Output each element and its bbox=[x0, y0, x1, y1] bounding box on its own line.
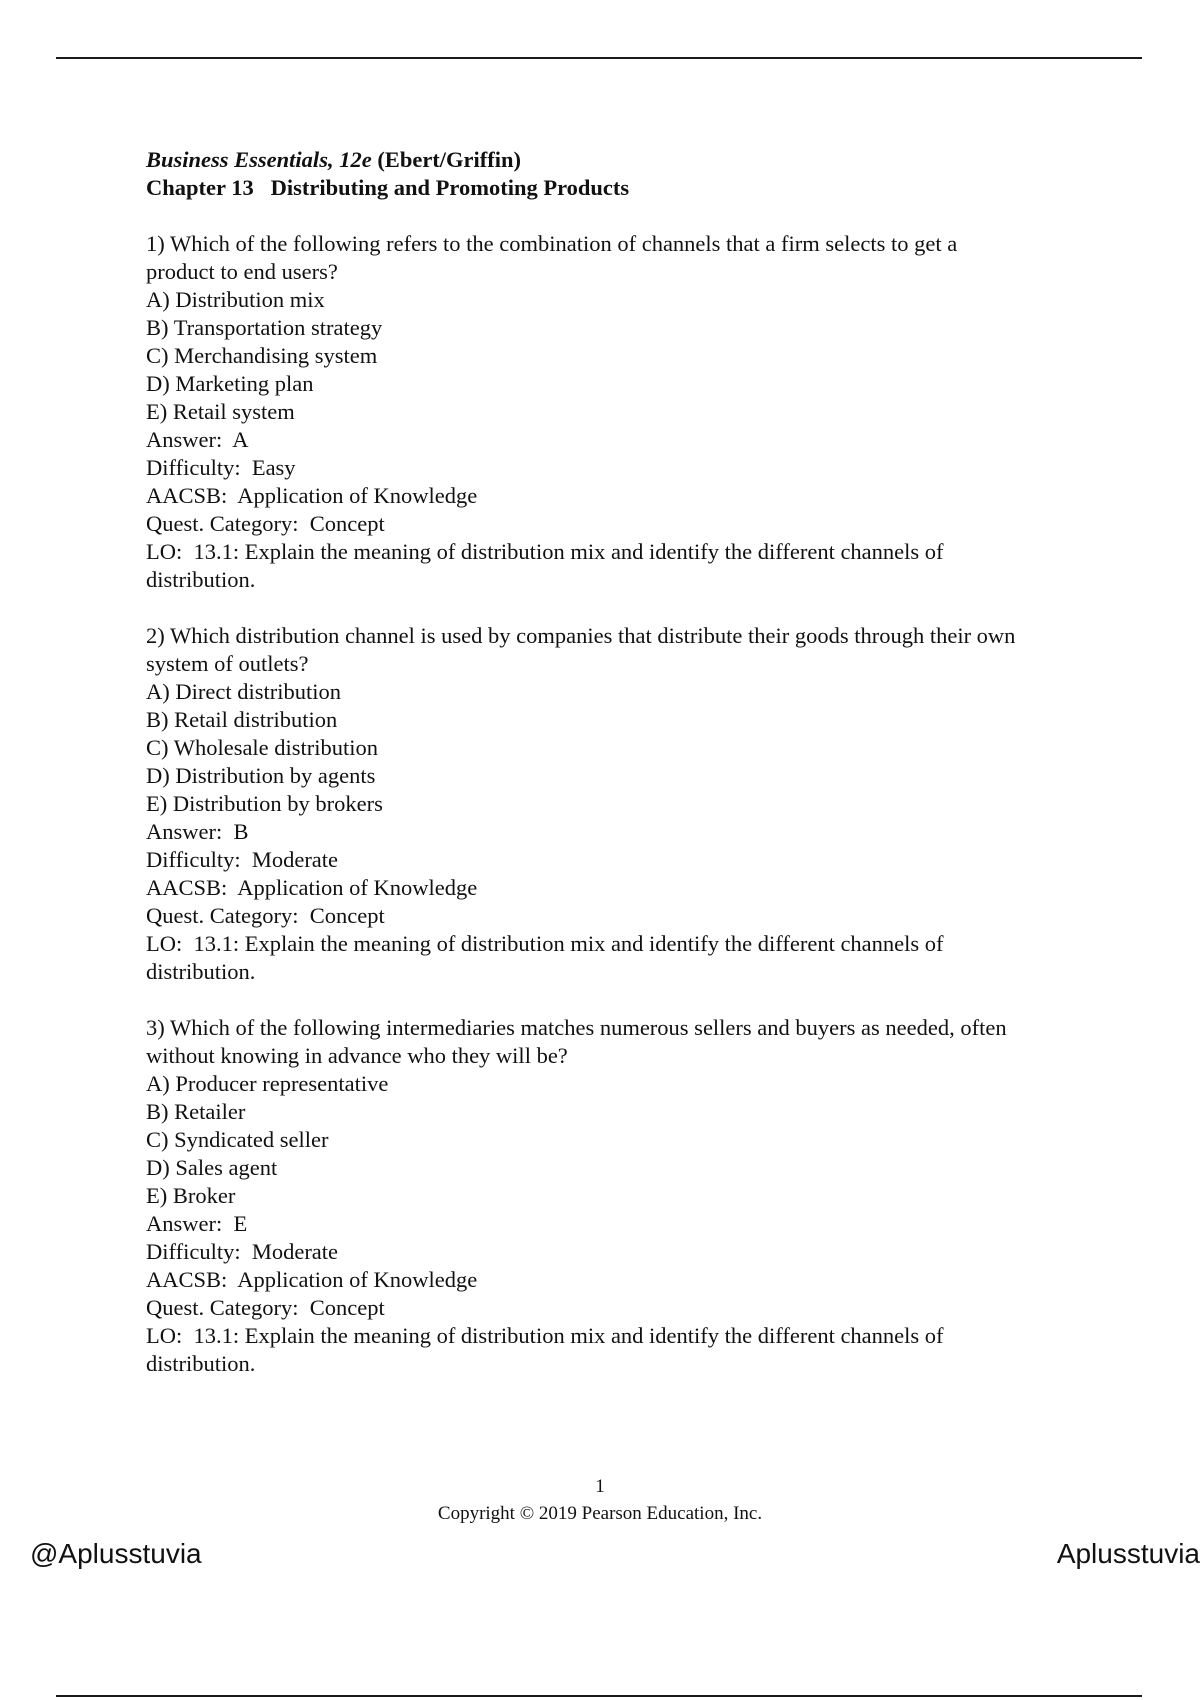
answer-option: A) Producer representative bbox=[146, 1071, 389, 1096]
learning-objective: distribution. bbox=[146, 959, 256, 984]
learning-objective: LO: 13.1: Explain the meaning of distribution mix and identify the different channels of bbox=[146, 1323, 944, 1348]
difficulty: Difficulty: Moderate bbox=[146, 847, 339, 872]
question-1 bbox=[146, 230, 1086, 594]
answer-option: D) Marketing plan bbox=[146, 371, 314, 396]
answer-option: B) Retailer bbox=[146, 1099, 246, 1124]
answer-option: D) Sales agent bbox=[146, 1155, 278, 1180]
difficulty: Difficulty: Moderate bbox=[146, 1239, 339, 1264]
aacsb-tag: AACSB: Application of Knowledge bbox=[146, 875, 478, 900]
aacsb-tag: AACSB: Application of Knowledge bbox=[146, 483, 478, 508]
book-authors: (Ebert/Griffin) bbox=[377, 147, 522, 172]
question-category: Quest. Category: Concept bbox=[146, 1295, 385, 1320]
answer-option: E) Retail system bbox=[146, 399, 295, 424]
watermark-right: Aplusstuvia bbox=[1056, 1538, 1200, 1569]
answer-option: A) Direct distribution bbox=[146, 679, 341, 704]
learning-objective: LO: 13.1: Explain the meaning of distribution mix and identify the different channels of bbox=[146, 931, 944, 956]
question-category: Quest. Category: Concept bbox=[146, 903, 385, 928]
answer-key: Answer: A bbox=[146, 427, 249, 452]
watermark-left: @Aplusstuvia bbox=[30, 1538, 202, 1569]
question-stem: without knowing in advance who they will be? bbox=[146, 1043, 568, 1068]
chapter-title: Chapter 13 Distributing and Promoting Products bbox=[146, 175, 630, 200]
bottom-divider bbox=[56, 1695, 1142, 1697]
answer-option: C) Syndicated seller bbox=[146, 1127, 329, 1152]
book-title: Business Essentials, 12e bbox=[146, 147, 372, 172]
document-header bbox=[146, 146, 1086, 202]
question-stem: 3) Which of the following intermediaries matches numerous sellers and buyers as needed, often bbox=[146, 1015, 1007, 1040]
answer-option: C) Merchandising system bbox=[146, 343, 378, 368]
answer-option: E) Broker bbox=[146, 1183, 236, 1208]
answer-option: D) Distribution by agents bbox=[146, 763, 376, 788]
answer-key: Answer: E bbox=[146, 1211, 248, 1236]
book-title-line bbox=[146, 146, 1086, 174]
document-body bbox=[146, 146, 1086, 1406]
question-stem: 1) Which of the following refers to the combination of channels that a firm selects to get a bbox=[146, 231, 958, 256]
question-category: Quest. Category: Concept bbox=[146, 511, 385, 536]
question-3 bbox=[146, 1014, 1086, 1378]
learning-objective: distribution. bbox=[146, 567, 256, 592]
question-stem: system of outlets? bbox=[146, 651, 309, 676]
copyright-notice: Copyright © 2019 Pearson Education, Inc. bbox=[437, 1503, 763, 1524]
learning-objective: distribution. bbox=[146, 1351, 256, 1376]
page-number: 1 bbox=[595, 1476, 605, 1497]
question-2 bbox=[146, 622, 1086, 986]
learning-objective: LO: 13.1: Explain the meaning of distribution mix and identify the different channels of bbox=[146, 539, 944, 564]
question-stem: product to end users? bbox=[146, 259, 338, 284]
question-stem: 2) Which distribution channel is used by companies that distribute their goods through their own bbox=[146, 623, 1016, 648]
difficulty: Difficulty: Easy bbox=[146, 455, 296, 480]
answer-key: Answer: B bbox=[146, 819, 249, 844]
answer-option: B) Transportation strategy bbox=[146, 315, 383, 340]
answer-option: E) Distribution by brokers bbox=[146, 791, 383, 816]
top-divider bbox=[56, 57, 1142, 59]
answer-option: A) Distribution mix bbox=[146, 287, 325, 312]
aacsb-tag: AACSB: Application of Knowledge bbox=[146, 1267, 478, 1292]
answer-option: C) Wholesale distribution bbox=[146, 735, 379, 760]
answer-option: B) Retail distribution bbox=[146, 707, 338, 732]
